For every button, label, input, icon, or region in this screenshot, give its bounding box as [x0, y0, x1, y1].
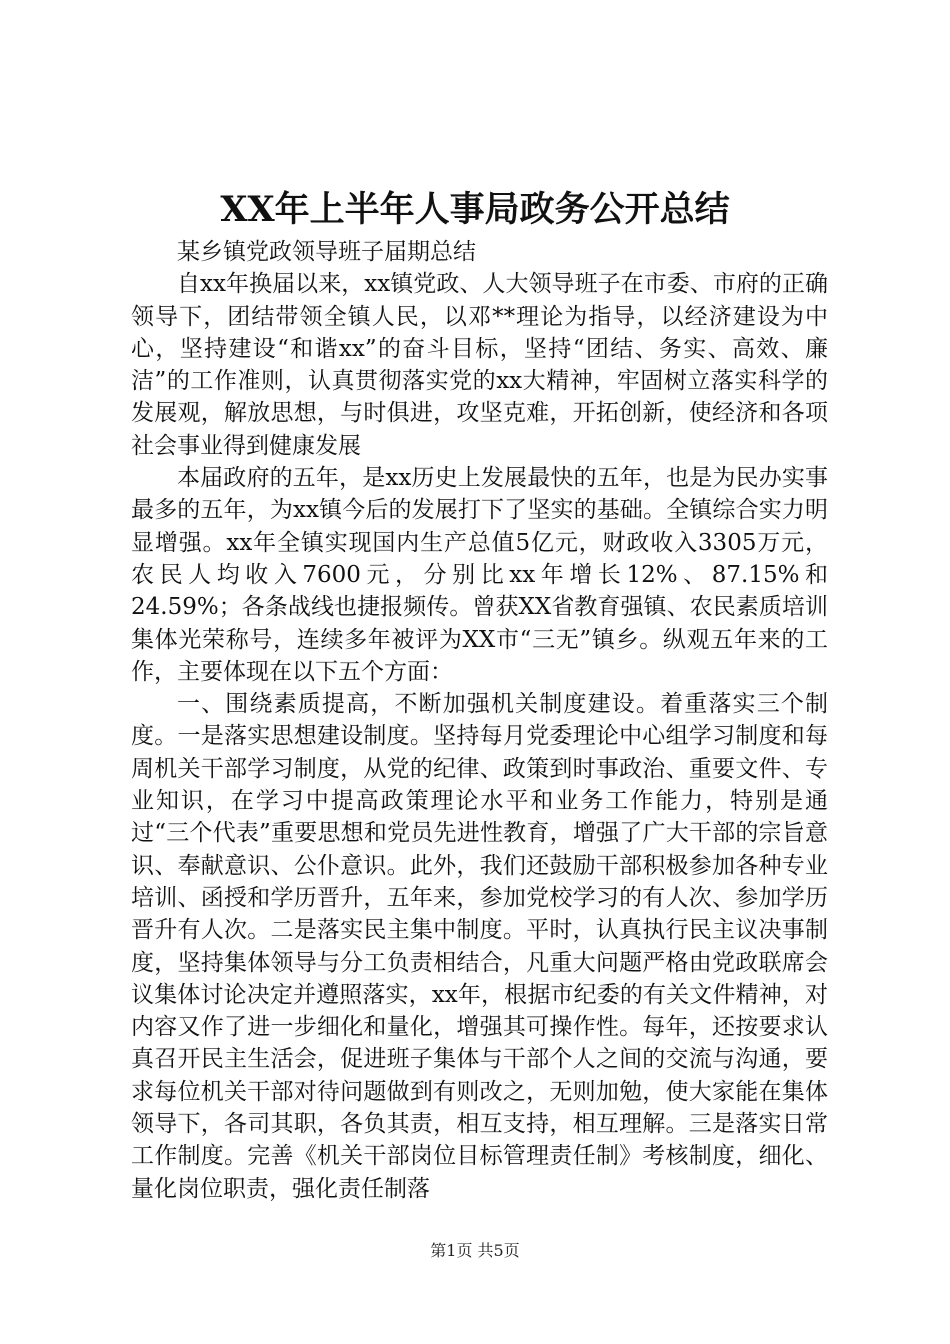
- page-number-footer: 第1页 共5页: [430, 1241, 520, 1260]
- document-title: XX年上半年人事局政务公开总结: [220, 189, 730, 230]
- paragraph-intro: 自xx年换届以来，xx镇党政、人大领导班子在市委、市府的正确领导下，团结带领全镇人民，以邓**理论为指导，以经济建设为中心，坚持建设“和谐xx”的奋斗目标，坚持“团结、务实、高效、廉洁”的工作准则，认真贯彻落实党的xx大精神，牢固树立落实科学的发展观，解放思想，与时俱进，攻坚克难，开拓创新，使经济和各项社会事业得到健康发展: [131, 271, 828, 459]
- paragraph-achievements: 本届政府的五年，是xx历史上发展最快的五年，也是为民办实事最多的五年，为xx镇今后的发展打下了坚实的基础。全镇综合实力明显增强。xx年全镇实现国内生产总值5亿元，财政收入3305万元，农民人均收入7600元，分别比xx年增长12%、87.15%和24.59%；各条战线也捷报频传。曾获XX省教育强镇、农民素质培训集体光荣称号，连续多年被评为XX市“三无”镇乡。纵观五年来的工作，主要体现在以下五个方面：: [131, 465, 828, 685]
- document-body: [131, 236, 828, 1205]
- paragraph-subtitle: 某乡镇党政领导班子届期总结: [177, 239, 476, 265]
- paragraph-section-one: 一、围绕素质提高，不断加强机关制度建设。着重落实三个制度。一是落实思想建设制度。坚持每月党委理论中心组学习制度和每周机关干部学习制度，从党的纪律、政策到时事政治、重要文件、专业知识，在学习中提高政策理论水平和业务工作能力，特别是通过“三个代表”重要思想和党员先进性教育，增强了广大干部的宗旨意识、奉献意识、公仆意识。此外，我们还鼓励干部积极参加各种专业培训、函授和学历晋升，五年来，参加党校学习的有人次、参加学历晋升有人次。二是落实民主集中制度。平时，认真执行民主议决事制度，坚持集体领导与分工负责相结合，凡重大问题严格由党政联席会议集体讨论决定并遵照落实，xx年，根据市纪委的有关文件精神，对内容又作了进一步细化和量化，增强其可操作性。每年，还按要求认真召开民主生活会，促进班子集体与干部个人之间的交流与沟通，要求每位机关干部对待问题做到有则改之，无则加勉，使大家能在集体领导下，各司其职，各负其责，相互支持，相互理解。三是落实日常工作制度。完善《机关干部岗位目标管理责任制》考核制度，细化、量化岗位职责，强化责任制落: [131, 691, 828, 1202]
